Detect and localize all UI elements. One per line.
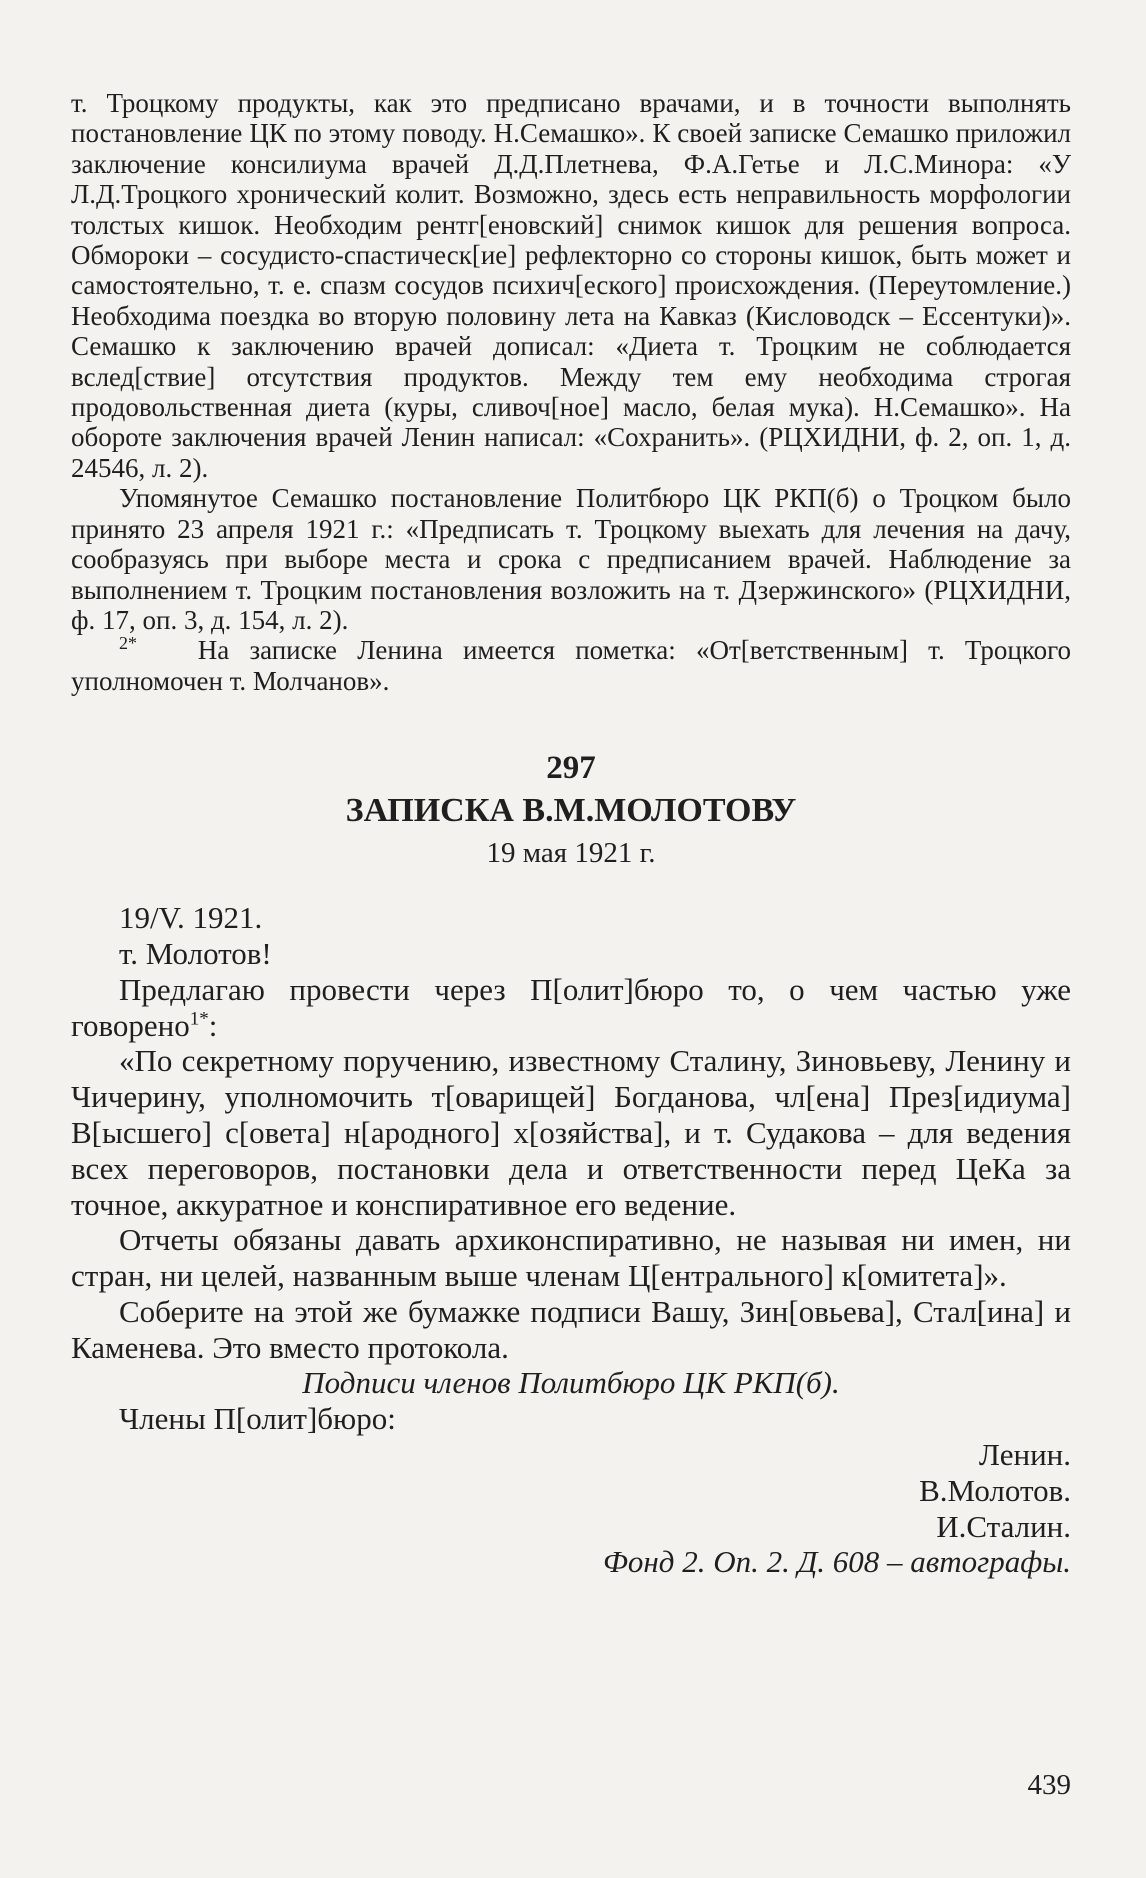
note-paragraph-2: Упомянутое Семашко постановление Политбюро ЦК РКП(б) о Троцком было принято 23 апреля 1921 г.: «Предписать т. Троцкому выехать для лечения на дачу, сообразуясь при выборе места и срока с предписанием врачей. Наблюдение за выполнением т. Троцким постановления возложить на т. Дзержинского» (РЦХИДНИ, ф. 17, оп. 3, д. 154, л. 2). — [71, 483, 1071, 635]
letter-paragraph-1-text: Предлагаю провести через П[олит]бюро то, о чем частью уже говорено — [71, 971, 1071, 1043]
footnote-ref-1: 1* — [189, 1008, 209, 1030]
archive-reference: Фонд 2. Оп. 2. Д. 608 – автографы. — [602, 1544, 1071, 1580]
footnote-2-text: На записке Ленина имеется пометка: «От[ветственным] т. Троцкого уполномочен т. Молчанов». — [71, 635, 1071, 696]
letter-paragraph-1 — [71, 972, 1071, 1044]
signature-molotov: В.Молотов. — [919, 1472, 1071, 1508]
document-date: 19 мая 1921 г. — [486, 837, 656, 870]
endnotes — [71, 88, 1071, 696]
letter-body — [71, 900, 1071, 1580]
letter-paragraph-1-end: : — [208, 1007, 218, 1043]
letter-paragraph-3: Отчеты обязаны давать архиконспиративно, не называя ни имен, ни стран, ни целей, названным выше членам Ц[ентрального] к[омитета]». — [71, 1222, 1071, 1294]
page-number: 439 — [1027, 1769, 1071, 1801]
letter-paragraph-4: Соберите на этой же бумажке подписи Вашу, Зин[овьева], Стал[ина] и Каменева. Это вместо протокола. — [71, 1293, 1071, 1365]
document-title: ЗАПИСКА В.М.МОЛОТОВУ — [345, 792, 797, 830]
document-number: 297 — [546, 750, 596, 787]
letter-salutation: т. Молотов! — [119, 935, 272, 971]
footnote-marker: 2* — [119, 633, 137, 654]
footnote-2 — [71, 635, 1071, 696]
book-page — [71, 88, 1071, 1801]
members-label: Члены П[олит]бюро: — [119, 1401, 396, 1437]
signature-stalin: И.Сталин. — [936, 1508, 1071, 1544]
letter-paragraph-2: «По секретному поручению, известному Сталину, Зиновьеву, Ленину и Чичерину, уполномочить т[оварищей] Богданова, чл[ена] През[идиума] В[ысшего] с[овета] н[ародного] х[озяйства], и т. Судакова – для ведения всех переговоров, постановки дела и ответственности перед ЦеКа за точное, аккуратное и конспиративное его ведение. — [71, 1043, 1071, 1222]
letter-dateline: 19/V. 1921. — [119, 900, 263, 936]
signature-lenin: Ленин. — [978, 1437, 1071, 1473]
note-paragraph-1: т. Троцкому продукты, как это предписано врачами, и в точности выполнять постановление ЦК по этому поводу. Н.Семашко». К своей записке Семашко приложил заключение консилиума врачей Д.Д.Плетнева, Ф.А.Гетье и Л.С.Минора: «У Л.Д.Троцкого хронический колит. Возможно, здесь есть неправильность морфологии толстых кишок. Необходим рентг[еновский] снимок кишок для решения вопроса. Обмороки – сосудисто-спастическ[ие] рефлекторно со стороны кишок, быть может и самостоятельно, т. е. спазм сосудов психич[еского] происхождения. (Переутомление.) Необходима поездка во вторую половину лета на Кавказ (Кисловодск – Ессентуки)». Семашко к заключению врачей дописал: «Диета т. Троцким не соблюдается вслед[ствие] отсутствия продуктов. Между тем ему необходима строгая продовольственная диета (куры, сливоч[ное] масло, белая мука). Н.Семашко». На обороте заключения врачей Ленин написал: «Сохранить». (РЦХИДНИ, ф. 2, оп. 1, д. 24546, л. 2). — [71, 88, 1071, 483]
signatures-caption: Подписи членов Политбюро ЦК РКП(б). — [302, 1365, 840, 1401]
